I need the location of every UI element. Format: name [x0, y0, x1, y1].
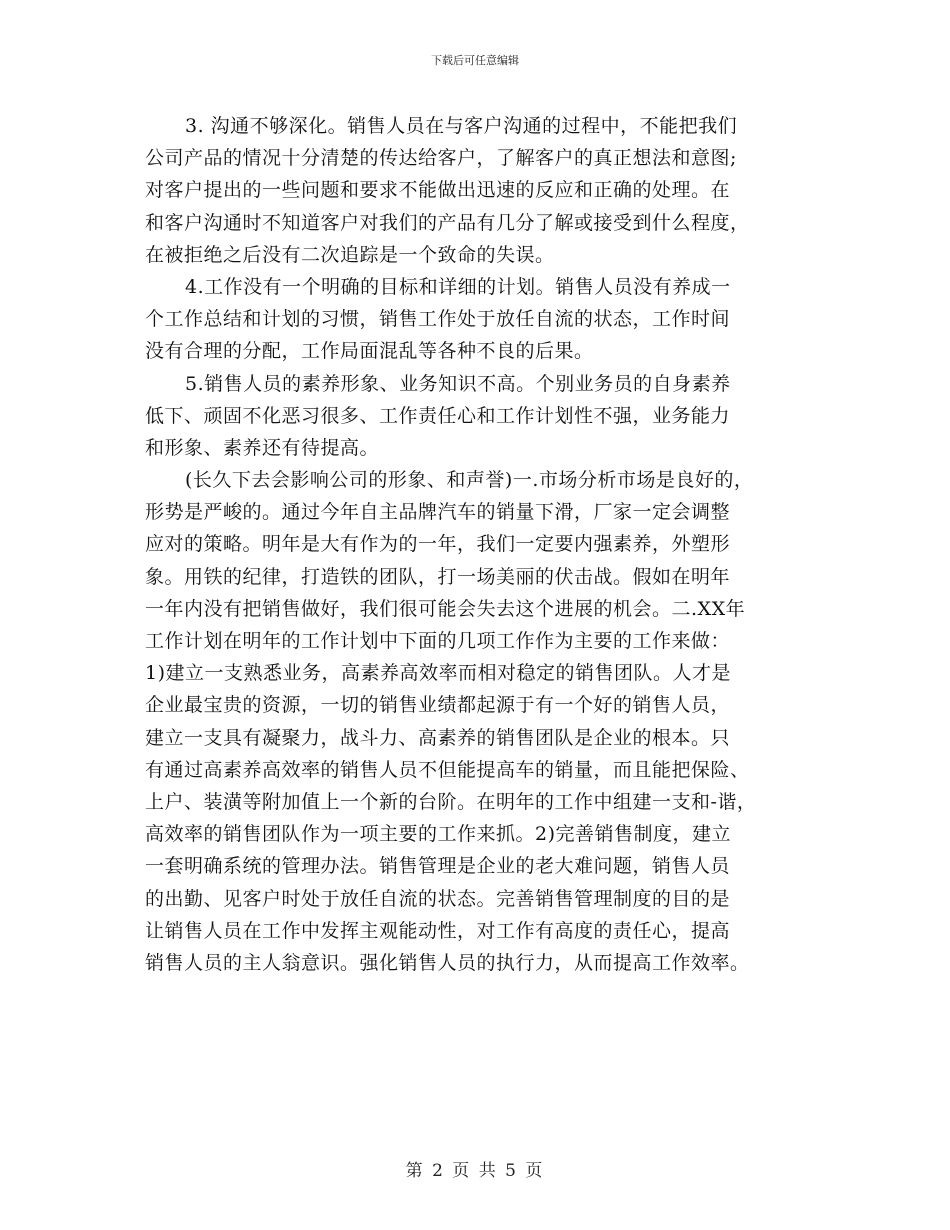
text-line: 应对的策略。明年是大有作为的一年，我们一定要内强素养，外塑形 [145, 533, 731, 556]
text-line: 销售人员的主人翁意识。强化销售人员的执行力，从而提高工作效率。 [145, 951, 750, 974]
text-line: 企业最宝贵的资源，一切的销售业绩都起源于有一个好的销售人员， [145, 694, 731, 717]
text-line: (长久下去会影响公司的形象、和声誉)一.市场分析市场是良好的， [185, 469, 754, 492]
text-line: 形势是严峻的。通过今年自主品牌汽车的销量下滑，厂家一定会调整 [145, 501, 731, 524]
text-line: 有通过高素养高效率的销售人员不但能提高车的销量，而且能把保险、 [145, 758, 750, 781]
text-line: 高效率的销售团队作为一项主要的工作来抓。2)完善销售制度，建立 [145, 823, 732, 846]
page-header: 下载后可任意编辑 [431, 54, 519, 67]
text-line: 和形象、素养还有待提高。 [145, 436, 380, 459]
text-line: 公司产品的情况十分清楚的传达给客户，了解客户的真正想法和意图; [145, 147, 737, 170]
text-line: 一套明确系统的管理办法。销售管理是企业的老大难问题，销售人员 [145, 855, 731, 878]
text-line: 和客户沟通时不知道客户对我们的产品有几分了解或接受到什么程度， [145, 211, 750, 234]
text-line: 低下、顽固不化恶习很多、工作责任心和工作计划性不强，业务能力 [145, 404, 731, 427]
text-line: 建立一支具有凝聚力，战斗力、高素养的销售团队是企业的根本。只 [145, 726, 731, 749]
text-line: 象。用铁的纪律，打造铁的团队，打一场美丽的伏击战。假如在明年 [145, 565, 731, 588]
text-line: 3. 沟通不够深化。销售人员在与客户沟通的过程中，不能把我们 [185, 115, 738, 137]
text-line: 工作计划在明年的工作计划中下面的几项工作作为主要的工作来做： [145, 630, 731, 652]
text-line: 在被拒绝之后没有二次追踪是一个致命的失误。 [145, 243, 555, 266]
text-line: 上户、装潢等附加值上一个新的台阶。在明年的工作中组建一支和-谐， [145, 790, 757, 813]
page-number-footer: 第 2 页 共 5 页 [405, 1161, 545, 1181]
text-line: 4.工作没有一个明确的目标和详细的计划。销售人员没有养成一 [185, 275, 731, 298]
text-line: 没有合理的分配，工作局面混乱等各种不良的后果。 [145, 340, 594, 363]
text-line: 一年内没有把销售做好，我们很可能会失去这个进展的机会。二.XX年 [145, 597, 746, 620]
document-body [145, 110, 835, 979]
text-line: 让销售人员在工作中发挥主观能动性，对工作有高度的责任心，提高 [145, 919, 731, 942]
text-line: 5.销售人员的素养形象、业务知识不高。个别业务员的自身素养 [185, 372, 731, 395]
text-line: 的出勤、见客户时处于放任自流的状态。完善销售管理制度的目的是 [145, 887, 731, 910]
text-line: 对客户提出的一些问题和要求不能做出迅速的反应和正确的处理。在 [145, 179, 731, 202]
text-line: 1)建立一支熟悉业务，高素养高效率而相对稳定的销售团队。人才是 [145, 662, 732, 685]
text-line: 个工作总结和计划的习惯，销售工作处于放任自流的状态，工作时间 [145, 308, 731, 331]
